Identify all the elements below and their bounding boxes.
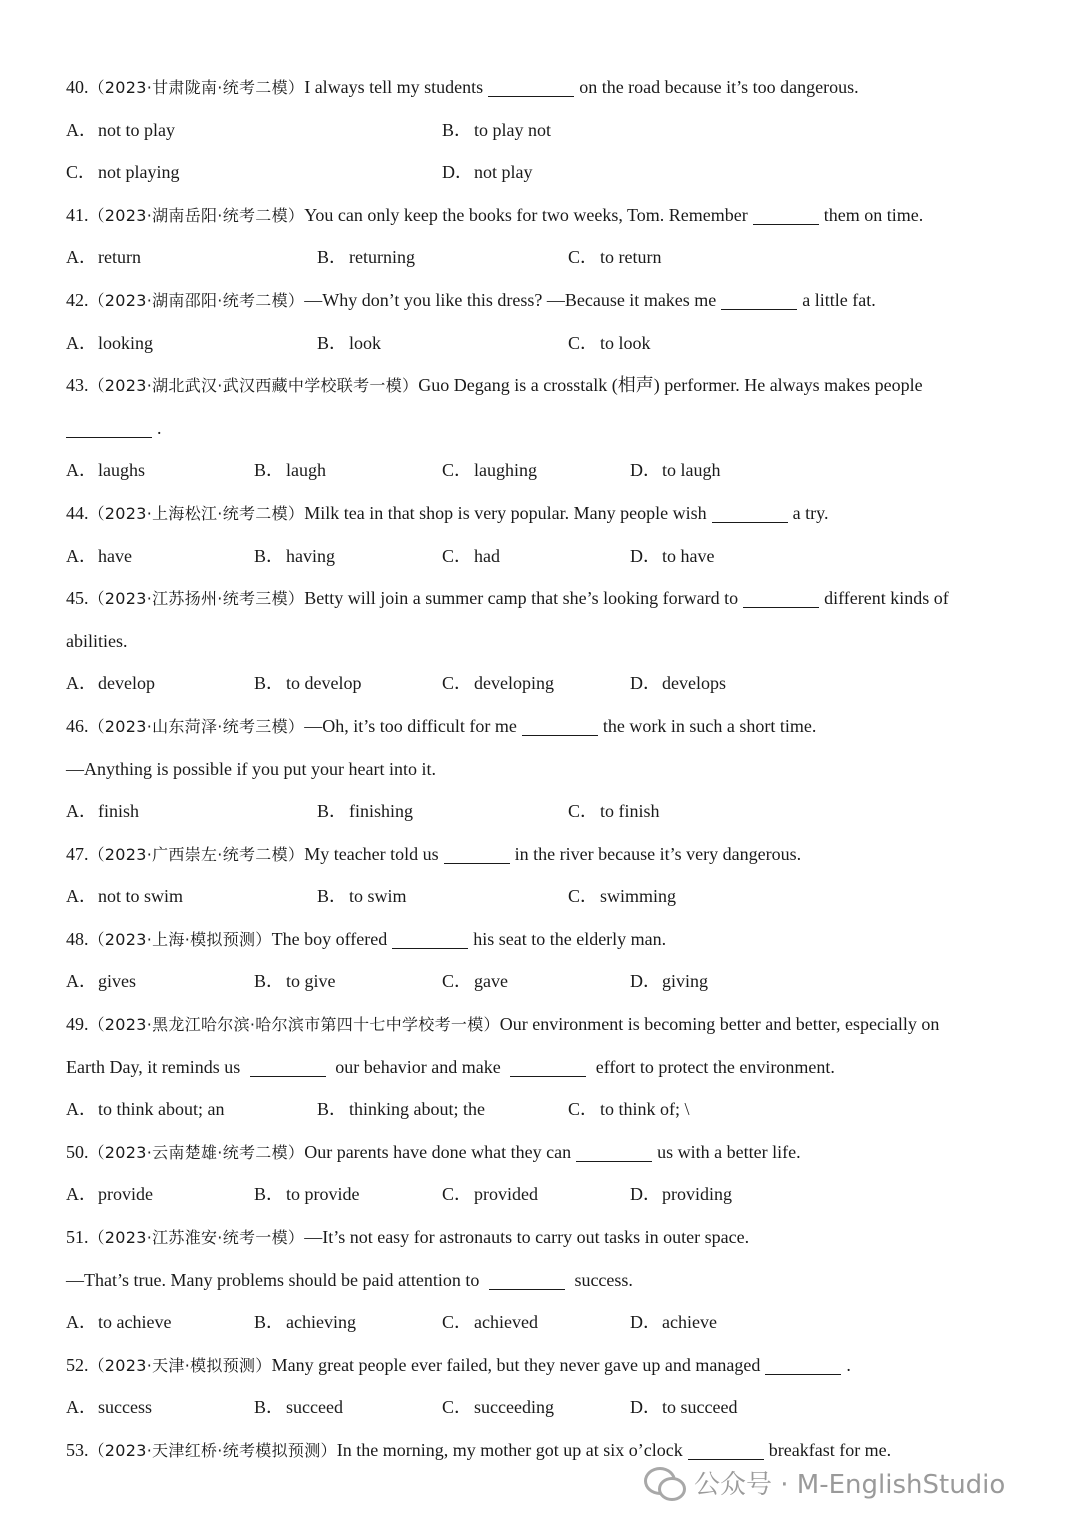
option-letter: A． xyxy=(66,801,97,822)
options-row xyxy=(66,790,1026,833)
option-text: to provide xyxy=(286,1184,360,1205)
option xyxy=(442,109,818,152)
option-text: having xyxy=(286,545,335,566)
option-letter: A． xyxy=(66,460,97,481)
option-text: to give xyxy=(286,971,336,992)
question-text: Our environment is becoming better and better, especially on xyxy=(499,1014,940,1035)
option xyxy=(66,322,317,365)
option-letter: C． xyxy=(442,1312,473,1333)
option xyxy=(317,1088,568,1131)
option-text: swimming xyxy=(600,886,677,907)
answer-blank xyxy=(743,587,819,608)
question-text: The boy offered xyxy=(271,928,388,949)
question-source: （2023·湖南岳阳·统考二模） xyxy=(88,205,305,225)
question-text: Milk tea in that shop is very popular. Many people wish xyxy=(304,502,707,523)
option-letter: D． xyxy=(630,1397,661,1418)
option-letter: A． xyxy=(66,1312,97,1333)
question-source: （2023·上海松江·统考二模） xyxy=(88,503,305,523)
option xyxy=(66,790,317,833)
question-number: 47. xyxy=(66,843,89,864)
question-stem-continued xyxy=(66,1259,1026,1302)
question-text: —It’s not easy for astronauts to carry out tasks in outer space. xyxy=(304,1227,750,1248)
option-text: laughing xyxy=(474,460,537,481)
question-text-after: different kinds of xyxy=(824,588,949,609)
question-text: —Why don’t you like this dress? —Because it makes me xyxy=(304,289,717,310)
options-row xyxy=(66,875,1026,918)
question-text-after: his seat to the elderly man. xyxy=(473,928,667,949)
option-letter: B． xyxy=(317,1099,348,1120)
answer-blank xyxy=(721,289,797,310)
option-text: to develop xyxy=(286,673,362,694)
option xyxy=(254,535,442,578)
question-text: Our parents have done what they can xyxy=(304,1141,572,1162)
option-letter: C． xyxy=(568,247,599,268)
option xyxy=(568,790,819,833)
answer-blank xyxy=(753,204,819,225)
question-text: You can only keep the books for two weeks, Tom. Remember xyxy=(304,204,748,225)
question-text: Betty will join a summer camp that she’s looking forward to xyxy=(304,588,739,609)
option-letter: A． xyxy=(66,545,97,566)
question-source: （2023·广西崇左·统考二模） xyxy=(88,844,305,864)
question-number: 51. xyxy=(66,1227,89,1248)
options-row xyxy=(66,1173,1026,1216)
option-letter: D． xyxy=(630,673,661,694)
wechat-icon xyxy=(644,1465,684,1499)
option-text: thinking about; the xyxy=(349,1099,485,1120)
question-number: 43. xyxy=(66,375,89,396)
options-row xyxy=(66,449,1026,492)
option xyxy=(442,535,630,578)
option-letter: B． xyxy=(254,460,285,481)
option-text: gave xyxy=(474,971,508,992)
question-text-after: breakfast for me. xyxy=(768,1440,892,1460)
question-list xyxy=(66,66,1026,1472)
option-text: not to play xyxy=(98,119,175,140)
options-row xyxy=(66,1386,1026,1429)
answer-blank xyxy=(712,502,788,523)
option xyxy=(630,449,818,492)
option-letter: D． xyxy=(630,1184,661,1205)
options-row xyxy=(66,151,1026,194)
question-stem-continued xyxy=(66,407,1026,450)
option-letter: C． xyxy=(568,801,599,822)
option-text: to return xyxy=(600,247,662,268)
question-stem-continued xyxy=(66,620,1026,663)
option xyxy=(317,322,568,365)
question-source: （2023·山东菏泽·统考三模） xyxy=(88,716,305,736)
option-letter: A． xyxy=(66,119,97,140)
option-text: not to swim xyxy=(98,886,184,907)
option-text: achieving xyxy=(286,1312,356,1333)
option xyxy=(254,662,442,705)
option xyxy=(66,236,317,279)
option xyxy=(317,790,568,833)
option-letter: B． xyxy=(254,1397,285,1418)
option-text: develops xyxy=(662,673,726,694)
question-stem xyxy=(66,705,1026,748)
option-letter: B． xyxy=(254,1312,285,1333)
option xyxy=(66,449,254,492)
option-letter: B． xyxy=(317,886,348,907)
question-text: In the morning, my mother got up at six o’clock xyxy=(336,1440,683,1460)
question-text-continued: abilities. xyxy=(66,630,128,651)
option xyxy=(66,662,254,705)
option-text: finishing xyxy=(349,801,414,822)
question-text: Many great people ever failed, but they never gave up and managed xyxy=(271,1354,761,1375)
watermark xyxy=(644,1460,1005,1504)
question-text: I always tell my students xyxy=(304,77,484,97)
option xyxy=(254,960,442,1003)
question-source: （2023·云南楚雄·统考二模） xyxy=(88,1142,305,1162)
options-row xyxy=(66,960,1026,1003)
option xyxy=(442,1173,630,1216)
option-text: achieve xyxy=(662,1312,717,1333)
question-stem xyxy=(66,833,1026,876)
option-text: laugh xyxy=(286,460,326,481)
option-letter: A． xyxy=(66,886,97,907)
option-letter: C． xyxy=(568,1099,599,1120)
question-source: （2023·湖南邵阳·统考二模） xyxy=(88,290,305,310)
option xyxy=(66,109,442,152)
option-text: finish xyxy=(98,801,140,822)
option-text: provided xyxy=(474,1184,538,1205)
question-number: 52. xyxy=(66,1354,89,1375)
question-source: （2023·天津·模拟预测） xyxy=(88,1355,272,1375)
option xyxy=(630,535,818,578)
option xyxy=(66,1301,254,1344)
answer-blank xyxy=(488,76,574,97)
answer-blank xyxy=(250,1056,326,1077)
option xyxy=(630,1173,818,1216)
option xyxy=(442,1386,630,1429)
answer-blank xyxy=(765,1354,841,1375)
option-text: success xyxy=(98,1397,152,1418)
option-text: to finish xyxy=(600,801,660,822)
question-source: （2023·黑龙江哈尔滨·哈尔滨市第四十七中学校考一模） xyxy=(88,1015,500,1035)
answer-blank xyxy=(510,1056,586,1077)
option-letter: C． xyxy=(442,971,473,992)
option xyxy=(317,875,568,918)
question-text-after: a try. xyxy=(792,502,829,523)
question-source: （2023·江苏淮安·统考一模） xyxy=(88,1228,305,1248)
answer-blank xyxy=(392,928,468,949)
option xyxy=(317,236,568,279)
question-number: 50. xyxy=(66,1141,89,1162)
question-number: 45. xyxy=(66,588,89,609)
question-number: 48. xyxy=(66,928,89,949)
option-letter: B． xyxy=(442,119,473,140)
option-letter: A． xyxy=(66,1397,97,1418)
option-text: to succeed xyxy=(662,1397,738,1418)
question-source: （2023·湖北武汉·武汉西藏中学校联考一模） xyxy=(88,376,419,396)
option xyxy=(66,960,254,1003)
question-stem xyxy=(66,1131,1026,1174)
question-text-after: in the river because it’s very dangerous. xyxy=(514,843,802,864)
option-letter: C． xyxy=(442,1397,473,1418)
option-text: have xyxy=(98,545,132,566)
option-letter: B． xyxy=(254,545,285,566)
option-text: look xyxy=(349,332,382,353)
answer-blank xyxy=(489,1269,565,1290)
option-text: returning xyxy=(349,247,415,268)
question-text: My teacher told us xyxy=(304,843,439,864)
option-letter: C． xyxy=(568,886,599,907)
option xyxy=(66,875,317,918)
question-number: 40. xyxy=(66,77,89,97)
option xyxy=(254,449,442,492)
option-text: to swim xyxy=(349,886,407,907)
option xyxy=(568,322,819,365)
option xyxy=(568,1088,819,1131)
watermark-text: 公众号 · M-EnglishStudio xyxy=(694,1469,1006,1500)
question-number: 49. xyxy=(66,1014,89,1035)
option xyxy=(66,1173,254,1216)
option-text: to laugh xyxy=(662,460,721,481)
option-letter: A． xyxy=(66,971,97,992)
question-stem xyxy=(66,577,1026,620)
question-text-continued: —That’s true. Many problems should be paid attention to success. xyxy=(66,1269,633,1290)
option-letter: A． xyxy=(66,247,97,268)
option-letter: A． xyxy=(66,1184,97,1205)
options-row xyxy=(66,236,1026,279)
option-letter: D． xyxy=(442,162,473,183)
question-stem-continued xyxy=(66,1046,1026,1089)
option-letter: B． xyxy=(317,801,348,822)
question-text-after: . xyxy=(846,1354,851,1375)
option-letter: C． xyxy=(442,673,473,694)
option xyxy=(442,1301,630,1344)
question-stem xyxy=(66,1216,1026,1259)
question-stem xyxy=(66,194,1026,237)
question-number: 46. xyxy=(66,715,89,736)
question-stem xyxy=(66,279,1026,322)
option xyxy=(442,960,630,1003)
option-text: succeed xyxy=(286,1397,343,1418)
question-stem xyxy=(66,66,1026,109)
options-row xyxy=(66,535,1026,578)
option-letter: B． xyxy=(317,332,348,353)
question-number: 41. xyxy=(66,204,89,225)
question-stem xyxy=(66,1003,1026,1046)
question-text-after: . xyxy=(157,417,162,438)
option xyxy=(568,875,819,918)
option-text: had xyxy=(474,545,500,566)
option-text: providing xyxy=(662,1184,732,1205)
option-letter: C． xyxy=(568,332,599,353)
question-source: （2023·江苏扬州·统考三模） xyxy=(88,589,305,609)
answer-blank xyxy=(522,715,598,736)
option-text: provide xyxy=(98,1184,153,1205)
option-text: succeeding xyxy=(474,1397,554,1418)
option xyxy=(254,1173,442,1216)
option-text: gives xyxy=(98,971,136,992)
option-text: to think about; an xyxy=(98,1099,225,1120)
option xyxy=(568,236,819,279)
answer-blank xyxy=(688,1439,764,1460)
question-text-continued: Earth Day, it reminds us our behavior and make effort to protect the environment. xyxy=(66,1056,835,1077)
option xyxy=(254,1386,442,1429)
options-row xyxy=(66,109,1026,152)
question-number: 44. xyxy=(66,502,89,523)
question-number: 42. xyxy=(66,289,89,310)
option-letter: C． xyxy=(442,1184,473,1205)
question-stem xyxy=(66,918,1026,961)
option-text: developing xyxy=(474,673,554,694)
question-text-after: on the road because it’s too dangerous. xyxy=(579,77,859,97)
question-text-after: them on time. xyxy=(823,204,924,225)
option-letter: B． xyxy=(254,1184,285,1205)
option-letter: B． xyxy=(254,673,285,694)
question-source: （2023·天津红桥·统考模拟预测） xyxy=(88,1441,337,1460)
option-text: to achieve xyxy=(98,1312,172,1333)
option-text: to have xyxy=(662,545,715,566)
option xyxy=(66,1386,254,1429)
option xyxy=(442,449,630,492)
option-text: develop xyxy=(98,673,155,694)
option-text: not playing xyxy=(98,162,180,183)
options-row xyxy=(66,1088,1026,1131)
option-text: achieved xyxy=(474,1312,538,1333)
option-letter: A． xyxy=(66,1099,97,1120)
option-letter: B． xyxy=(317,247,348,268)
option xyxy=(442,151,818,194)
option xyxy=(630,1301,818,1344)
option-letter: D． xyxy=(630,971,661,992)
option-letter: C． xyxy=(66,162,97,183)
option-text: not play xyxy=(474,162,533,183)
option-text: return xyxy=(98,247,141,268)
option-letter: D． xyxy=(630,1312,661,1333)
option xyxy=(442,662,630,705)
option xyxy=(630,960,818,1003)
question-source: （2023·上海·模拟预测） xyxy=(88,929,272,949)
option-text: laughs xyxy=(98,460,145,481)
option xyxy=(254,1301,442,1344)
question-stem xyxy=(66,364,1026,407)
answer-blank xyxy=(576,1141,652,1162)
options-row xyxy=(66,322,1026,365)
option xyxy=(66,535,254,578)
question-stem xyxy=(66,1344,1026,1387)
option-letter: A． xyxy=(66,673,97,694)
question-text-after: us with a better life. xyxy=(657,1141,801,1162)
option-letter: D． xyxy=(630,460,661,481)
options-row xyxy=(66,662,1026,705)
option-letter: C． xyxy=(442,460,473,481)
option-text: giving xyxy=(662,971,709,992)
question-text-after: a little fat. xyxy=(802,289,876,310)
option-letter: A． xyxy=(66,332,97,353)
option-letter: C． xyxy=(442,545,473,566)
option-text: to look xyxy=(600,332,651,353)
question-text: Guo Degang is a crosstalk (相声) performer. He always makes people xyxy=(418,375,923,396)
option-text: looking xyxy=(98,332,154,353)
question-stem-continued xyxy=(66,748,1026,791)
question-source: （2023·甘肃陇南·统考二模） xyxy=(88,78,305,97)
option xyxy=(66,151,442,194)
question-text: —Oh, it’s too difficult for me xyxy=(304,715,517,736)
option xyxy=(630,662,818,705)
answer-blank xyxy=(444,843,510,864)
question-text-continued: —Anything is possible if you put your heart into it. xyxy=(66,758,436,779)
option xyxy=(66,1088,317,1131)
question-stem xyxy=(66,492,1026,535)
option-text: to play not xyxy=(474,119,551,140)
question-text-after: the work in such a short time. xyxy=(602,715,817,736)
option-text: to think of; \ xyxy=(600,1099,690,1120)
question-number: 53. xyxy=(66,1440,89,1460)
option xyxy=(630,1386,818,1429)
option-letter: D． xyxy=(630,545,661,566)
option-letter: B． xyxy=(254,971,285,992)
answer-blank xyxy=(66,417,152,438)
options-row xyxy=(66,1301,1026,1344)
